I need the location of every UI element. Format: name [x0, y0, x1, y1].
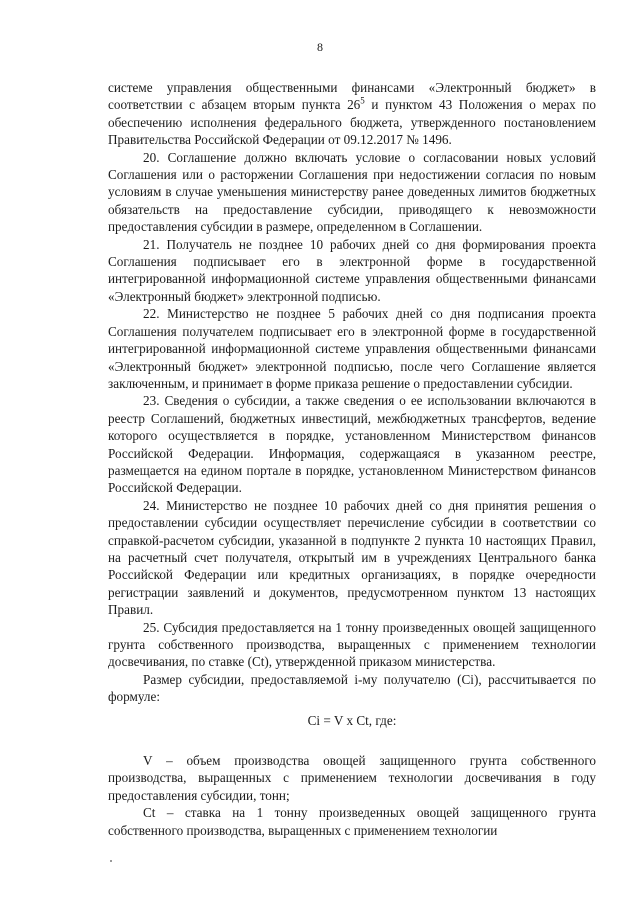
- scan-artifact: [110, 860, 112, 862]
- document-body: [108, 79, 596, 839]
- page-number: 8: [317, 40, 323, 54]
- paragraph-24: 24. Министерство не позднее 10 рабочих дней со дня принятия решения о предоставлении субсидии осуществляет перечисление субсидии в соответствии со справкой-расчетом субсидии, указанной в подпункте 2 пункта 10 настоящих Правил, на расчетный счет получателя, открытый им в учреждениях Центрального банка Российской Федерации или кредитных организациях, в порядке очередности регистрации заявлений и документов, предусмотренном пунктом 13 настоящих Правил.: [108, 497, 596, 618]
- paragraph-25: 25. Субсидия предоставляется на 1 тонну произведенных овощей защищенного грунта собственного производства, выращенных с применением технологии досвечивания, по ставке (Ct), утвержденной приказом министерства.: [108, 619, 596, 670]
- paragraph-21: 21. Получатель не позднее 10 рабочих дней со дня формирования проекта Соглашения подписывает его в электронной форме в государственной интегрированной информационной системе управления общественными финансами «Электронный бюджет» электронной подписью.: [108, 236, 596, 304]
- superscript: 5: [360, 96, 365, 107]
- paragraph-continuation-tail: и пунктом 43 Положения о мерах по обеспечению исполнения федерального бюджета, утвержденного постановлением Правительства Российской Федерации от 09.12.2017 № 1496.: [108, 97, 596, 148]
- paragraph-subsidy-size: Размер субсидии, предоставляемой i-му получателю (Ci), рассчитывается по формуле:: [108, 671, 596, 705]
- paragraph-continuation-text: системе управления общественными финансами «Электронный бюджет» в соответствии с абзацем вторым пункта 26: [108, 80, 596, 113]
- paragraph-ct-definition: Ct – ставка на 1 тонну произведенных овощей защищенного грунта собственного производства, выращенных с применением технологии: [108, 805, 596, 838]
- paragraph-continuation: [108, 79, 596, 149]
- paragraph-v-definition: V – объем производства овощей защищенного грунта собственного производства, выращенных с применением технологии досвечивания в году предоставления субсидии, тонн;: [108, 753, 596, 803]
- formula: Ci = V x Ct, где:: [307, 712, 397, 728]
- paragraph-22: 22. Министерство не позднее 5 рабочих дней со дня подписания проекта Соглашения получателем подписывает его в электронной форме в государственной интегрированной информационной системе управления общественными финансами «Электронный бюджет» электронной подписью, после чего Соглашение является заключенным, и принимает в форме приказа решение о предоставлении субсидии.: [108, 306, 596, 391]
- paragraph-23: 23. Сведения о субсидии, а также сведения о ее использовании включаются в реестр Соглашений, бюджетных инвестиций, межбюджетных трансфертов, ведение которого осуществляется в порядке, установленном Министерством финансов Российской Федерации. Информация, содержащаяся в указанном реестре, размещается на едином портале в порядке, установленном Министерством финансов Российской Федерации.: [108, 393, 596, 496]
- paragraph-20: 20. Соглашение должно включать условие о согласовании новых условий Соглашения или о расторжении Соглашения при недостижении согласия по новым условиям в случае уменьшения министерству ранее доведенных лимитов бюджетных обязательств на предоставление субсидии, приводящего к невозможности предоставления субсидии в размере, определенном в Соглашении.: [108, 149, 596, 235]
